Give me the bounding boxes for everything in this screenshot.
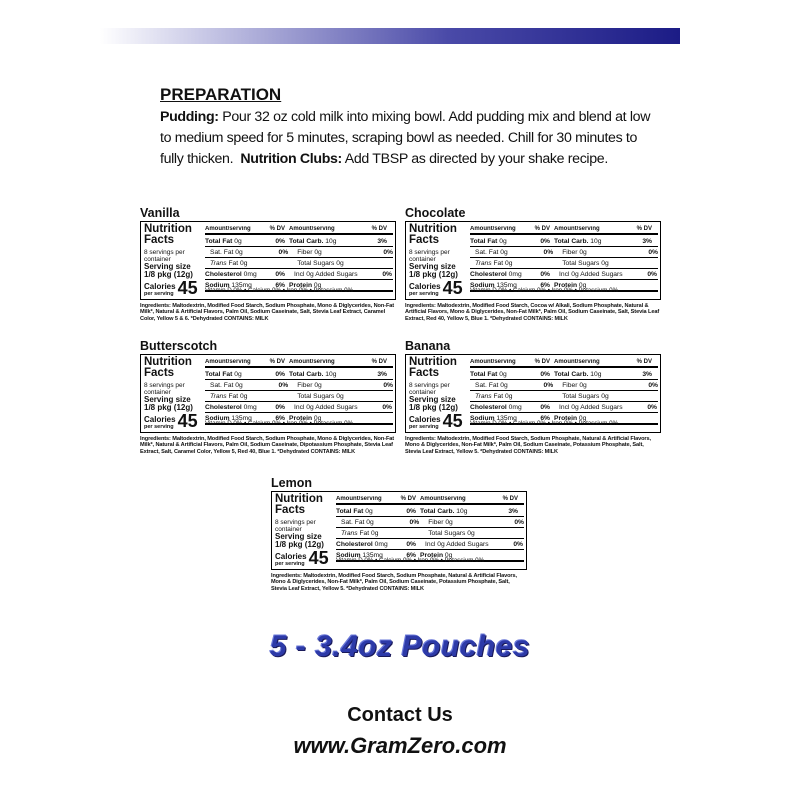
nf-row-fat-carb: Total Fat 0g 0% Total Carb. 10g 3%: [470, 369, 658, 380]
nf-serving-size: Serving size 1/8 pkg (12g): [409, 262, 458, 279]
nf-left-column: [409, 224, 467, 279]
nf-servings: 8 servings per container: [144, 249, 185, 263]
nf-calories-value: 45: [442, 278, 463, 298]
nf-calories-value: 45: [177, 278, 198, 298]
nutrition-facts-panel: [140, 354, 396, 433]
nf-row-trans-sugars: Trans Fat 0g Total Sugars 0g: [336, 528, 524, 539]
nf-row-chol-added: Cholesterol 0mg 0% Incl 0g Added Sugars 0%: [470, 269, 658, 280]
nf-calories-value: 45: [177, 411, 198, 431]
nf-servings: 8 servings per container: [144, 382, 185, 396]
preparation-text: [160, 107, 660, 170]
nf-title: Nutrition Facts: [409, 223, 457, 246]
nf-vitamins: Vitamin D 0% • Calcium 0% • Iron 0% • Potassium 0%: [470, 420, 619, 427]
nf-row-chol-added: Cholesterol 0mg 0% Incl 0g Added Sugars 0%: [205, 269, 393, 280]
ingredients-text: Ingredients: Maltodextrin, Modified Food Starch, Cocoa w/ Alkali, Sodium Phosphate, Natural & Artificial Flavors, Mono & Diglycerides, Non-Fat Milk*, Palm Oil, Sodium Caseinate, Salt, Stevia Leaf Extract, Red 40, Yellow 5, Blue 1. *Dehydrated CONTAINS: MILK: [405, 303, 660, 322]
nf-servings: 8 servings per container: [409, 382, 450, 396]
nf-header-row: Amount/serving % DV Amount/serving % DV: [336, 494, 524, 505]
flavor-name: Banana: [405, 339, 451, 353]
nf-calories: Calories per serving 45: [409, 278, 463, 298]
clubs-instructions: Add TBSP as directed by your shake recipe.: [344, 151, 608, 167]
nf-row-trans-sugars: Trans Fat 0g Total Sugars 0g: [205, 258, 393, 269]
ingredients-text: Ingredients: Maltodextrin, Modified Food Starch, Sodium Phosphate, Mono & Diglycerides, Non-Fat Milk*, Natural & Artificial Flavors, Palm Oil, Sodium Caseinate, Dipotassium Phosphate, Stevia Leaf Extract, Salt, Caramel Color, Yellow 5, Red 40, Blue 1. *Dehydrated CONTAINS: MILK: [140, 436, 395, 455]
contact-heading: Contact Us: [347, 704, 453, 726]
pudding-label: Pudding:: [160, 109, 219, 125]
nf-serving-size: Serving size 1/8 pkg (12g): [275, 532, 324, 549]
nf-row-satfat-fiber: Sat. Fat 0g 0% Fiber 0g 0%: [205, 247, 393, 258]
nf-row-trans-sugars: Trans Fat 0g Total Sugars 0g: [470, 258, 658, 269]
nf-vitamins: Vitamin D 0% • Calcium 0% • Iron 0% • Potassium 0%: [470, 287, 619, 294]
pudding-instructions: Pour 32 oz cold milk into mixing bowl. Add pudding mix and blend at low to medium speed for 5 minutes, scraping bowl as needed. Chill for 30 minutes to fully thicken.: [160, 109, 651, 167]
nf-row-sodium-protein: Sodium 135mg 6% Protein 0g: [205, 280, 393, 292]
nf-vitamins: Vitamin D 0% • Calcium 0% • Iron 0% • Potassium 0%: [205, 420, 354, 427]
ingredients-text: Ingredients: Maltodextrin, Modified Food Starch, Sodium Phosphate, Natural & Artificial Flavors, Mono & Diglycerides, Non-Fat Milk*, Palm Oil, Sodium Caseinate, Potassium Phosphate, Salt, Stevia Leaf Extract, Yellow 5. *Dehydrated CONTAINS: MILK: [271, 573, 517, 592]
nf-left-column: [409, 357, 467, 412]
header-gradient-bar: [100, 28, 680, 44]
nf-row-satfat-fiber: Sat. Fat 0g 0% Fiber 0g 0%: [470, 380, 658, 391]
nf-row-fat-carb: Total Fat 0g 0% Total Carb. 10g 3%: [205, 369, 393, 380]
nf-serving-size: Serving size 1/8 pkg (12g): [409, 395, 458, 412]
nf-servings: 8 servings per container: [275, 519, 316, 533]
nf-left-column: [275, 494, 333, 549]
nf-row-sodium-protein: Sodium 135mg 6% Protein 0g: [205, 413, 393, 425]
flavor-name: Butterscotch: [140, 339, 218, 353]
website-link[interactable]: www.GramZero.com: [293, 733, 507, 758]
pouches-heading: 5 - 3.4oz Pouches: [269, 630, 531, 663]
nf-header-row: Amount/serving % DV Amount/serving % DV: [205, 224, 393, 235]
nf-calories-value: 45: [308, 548, 329, 568]
nf-nutrient-table: [336, 494, 524, 562]
ingredients-text: Ingredients: Maltodextrin, Modified Food Starch, Sodium Phosphate, Mono & Diglycerides, Non-Fat Milk*, Natural & Artificial Flavors, Palm Oil, Sodium Caseinate, Salt, Stevia Leaf Extract, Caramel Color, Yellow 5 & 6. *Dehydrated CONTAINS: MILK: [140, 303, 395, 322]
nf-nutrient-table: [205, 224, 393, 292]
ingredients-text: Ingredients: Maltodextrin, Modified Food Starch, Sodium Phosphate, Natural & Artificial Flavors, Mono & Diglycerides, Non-Fat Milk*, Palm Oil, Sodium Caseinate, Potassium Phosphate, Salt, Stevia Leaf Extract, Yellow 5. *Dehydrated CONTAINS: MILK: [405, 436, 651, 455]
nf-row-trans-sugars: Trans Fat 0g Total Sugars 0g: [205, 391, 393, 402]
nf-title: Nutrition Facts: [144, 356, 192, 379]
nf-nutrient-table: [470, 224, 658, 292]
nf-row-sodium-protein: Sodium 135mg 6% Protein 0g: [336, 550, 524, 562]
label-chocolate: [405, 206, 661, 322]
nf-header-row: Amount/serving % DV Amount/serving % DV: [470, 224, 658, 235]
nf-row-satfat-fiber: Sat. Fat 0g 0% Fiber 0g 0%: [336, 517, 524, 528]
nf-left-column: [144, 357, 202, 412]
nf-title: Nutrition Facts: [409, 356, 457, 379]
nf-calories-value: 45: [442, 411, 463, 431]
nf-row-trans-sugars: Trans Fat 0g Total Sugars 0g: [470, 391, 658, 402]
nf-row-fat-carb: Total Fat 0g 0% Total Carb. 10g 3%: [336, 506, 524, 517]
preparation-section: [160, 84, 660, 170]
nf-vitamins: Vitamin D 0% • Calcium 0% • Iron 0% • Potassium 0%: [336, 557, 485, 564]
clubs-label: Nutrition Clubs:: [240, 151, 342, 167]
nutrition-facts-panel: [405, 221, 661, 300]
nf-calories: Calories per serving 45: [275, 548, 329, 568]
nf-header-row: Amount/serving % DV Amount/serving % DV: [205, 357, 393, 368]
label-lemon: [271, 476, 527, 592]
nf-servings: 8 servings per container: [409, 249, 450, 263]
nf-title: Nutrition Facts: [275, 493, 323, 516]
flavor-name: Vanilla: [140, 206, 180, 220]
nf-row-sodium-protein: Sodium 135mg 6% Protein 0g: [470, 413, 658, 425]
flavor-name: Chocolate: [405, 206, 466, 220]
nf-title: Nutrition Facts: [144, 223, 192, 246]
nf-left-column: [144, 224, 202, 279]
nf-row-chol-added: Cholesterol 0mg 0% Incl 0g Added Sugars 0%: [336, 539, 524, 550]
nf-row-fat-carb: Total Fat 0g 0% Total Carb. 10g 3%: [470, 236, 658, 247]
nf-row-chol-added: Cholesterol 0mg 0% Incl 0g Added Sugars 0%: [470, 402, 658, 413]
nf-row-fat-carb: Total Fat 0g 0% Total Carb. 10g 3%: [205, 236, 393, 247]
nf-vitamins: Vitamin D 0% • Calcium 0% • Iron 0% • Potassium 0%: [205, 287, 354, 294]
nutrition-facts-panel: [140, 221, 396, 300]
nf-row-satfat-fiber: Sat. Fat 0g 0% Fiber 0g 0%: [470, 247, 658, 258]
label-butterscotch: [140, 339, 396, 455]
nutrition-facts-panel: [271, 491, 527, 570]
nf-calories: Calories per serving 45: [144, 411, 198, 431]
nf-serving-size: Serving size 1/8 pkg (12g): [144, 262, 193, 279]
flavor-name: Lemon: [271, 476, 312, 490]
nf-calories: Calories per serving 45: [409, 411, 463, 431]
nutrition-facts-panel: [405, 354, 661, 433]
preparation-title: PREPARATION: [160, 85, 282, 104]
nf-nutrient-table: [205, 357, 393, 425]
nf-nutrient-table: [470, 357, 658, 425]
nf-row-chol-added: Cholesterol 0mg 0% Incl 0g Added Sugars 0%: [205, 402, 393, 413]
nf-calories: Calories per serving 45: [144, 278, 198, 298]
nf-row-satfat-fiber: Sat. Fat 0g 0% Fiber 0g 0%: [205, 380, 393, 391]
label-vanilla: [140, 206, 396, 322]
nf-serving-size: Serving size 1/8 pkg (12g): [144, 395, 193, 412]
label-banana: [405, 339, 661, 455]
nf-header-row: Amount/serving % DV Amount/serving % DV: [470, 357, 658, 368]
nf-row-sodium-protein: Sodium 135mg 6% Protein 0g: [470, 280, 658, 292]
